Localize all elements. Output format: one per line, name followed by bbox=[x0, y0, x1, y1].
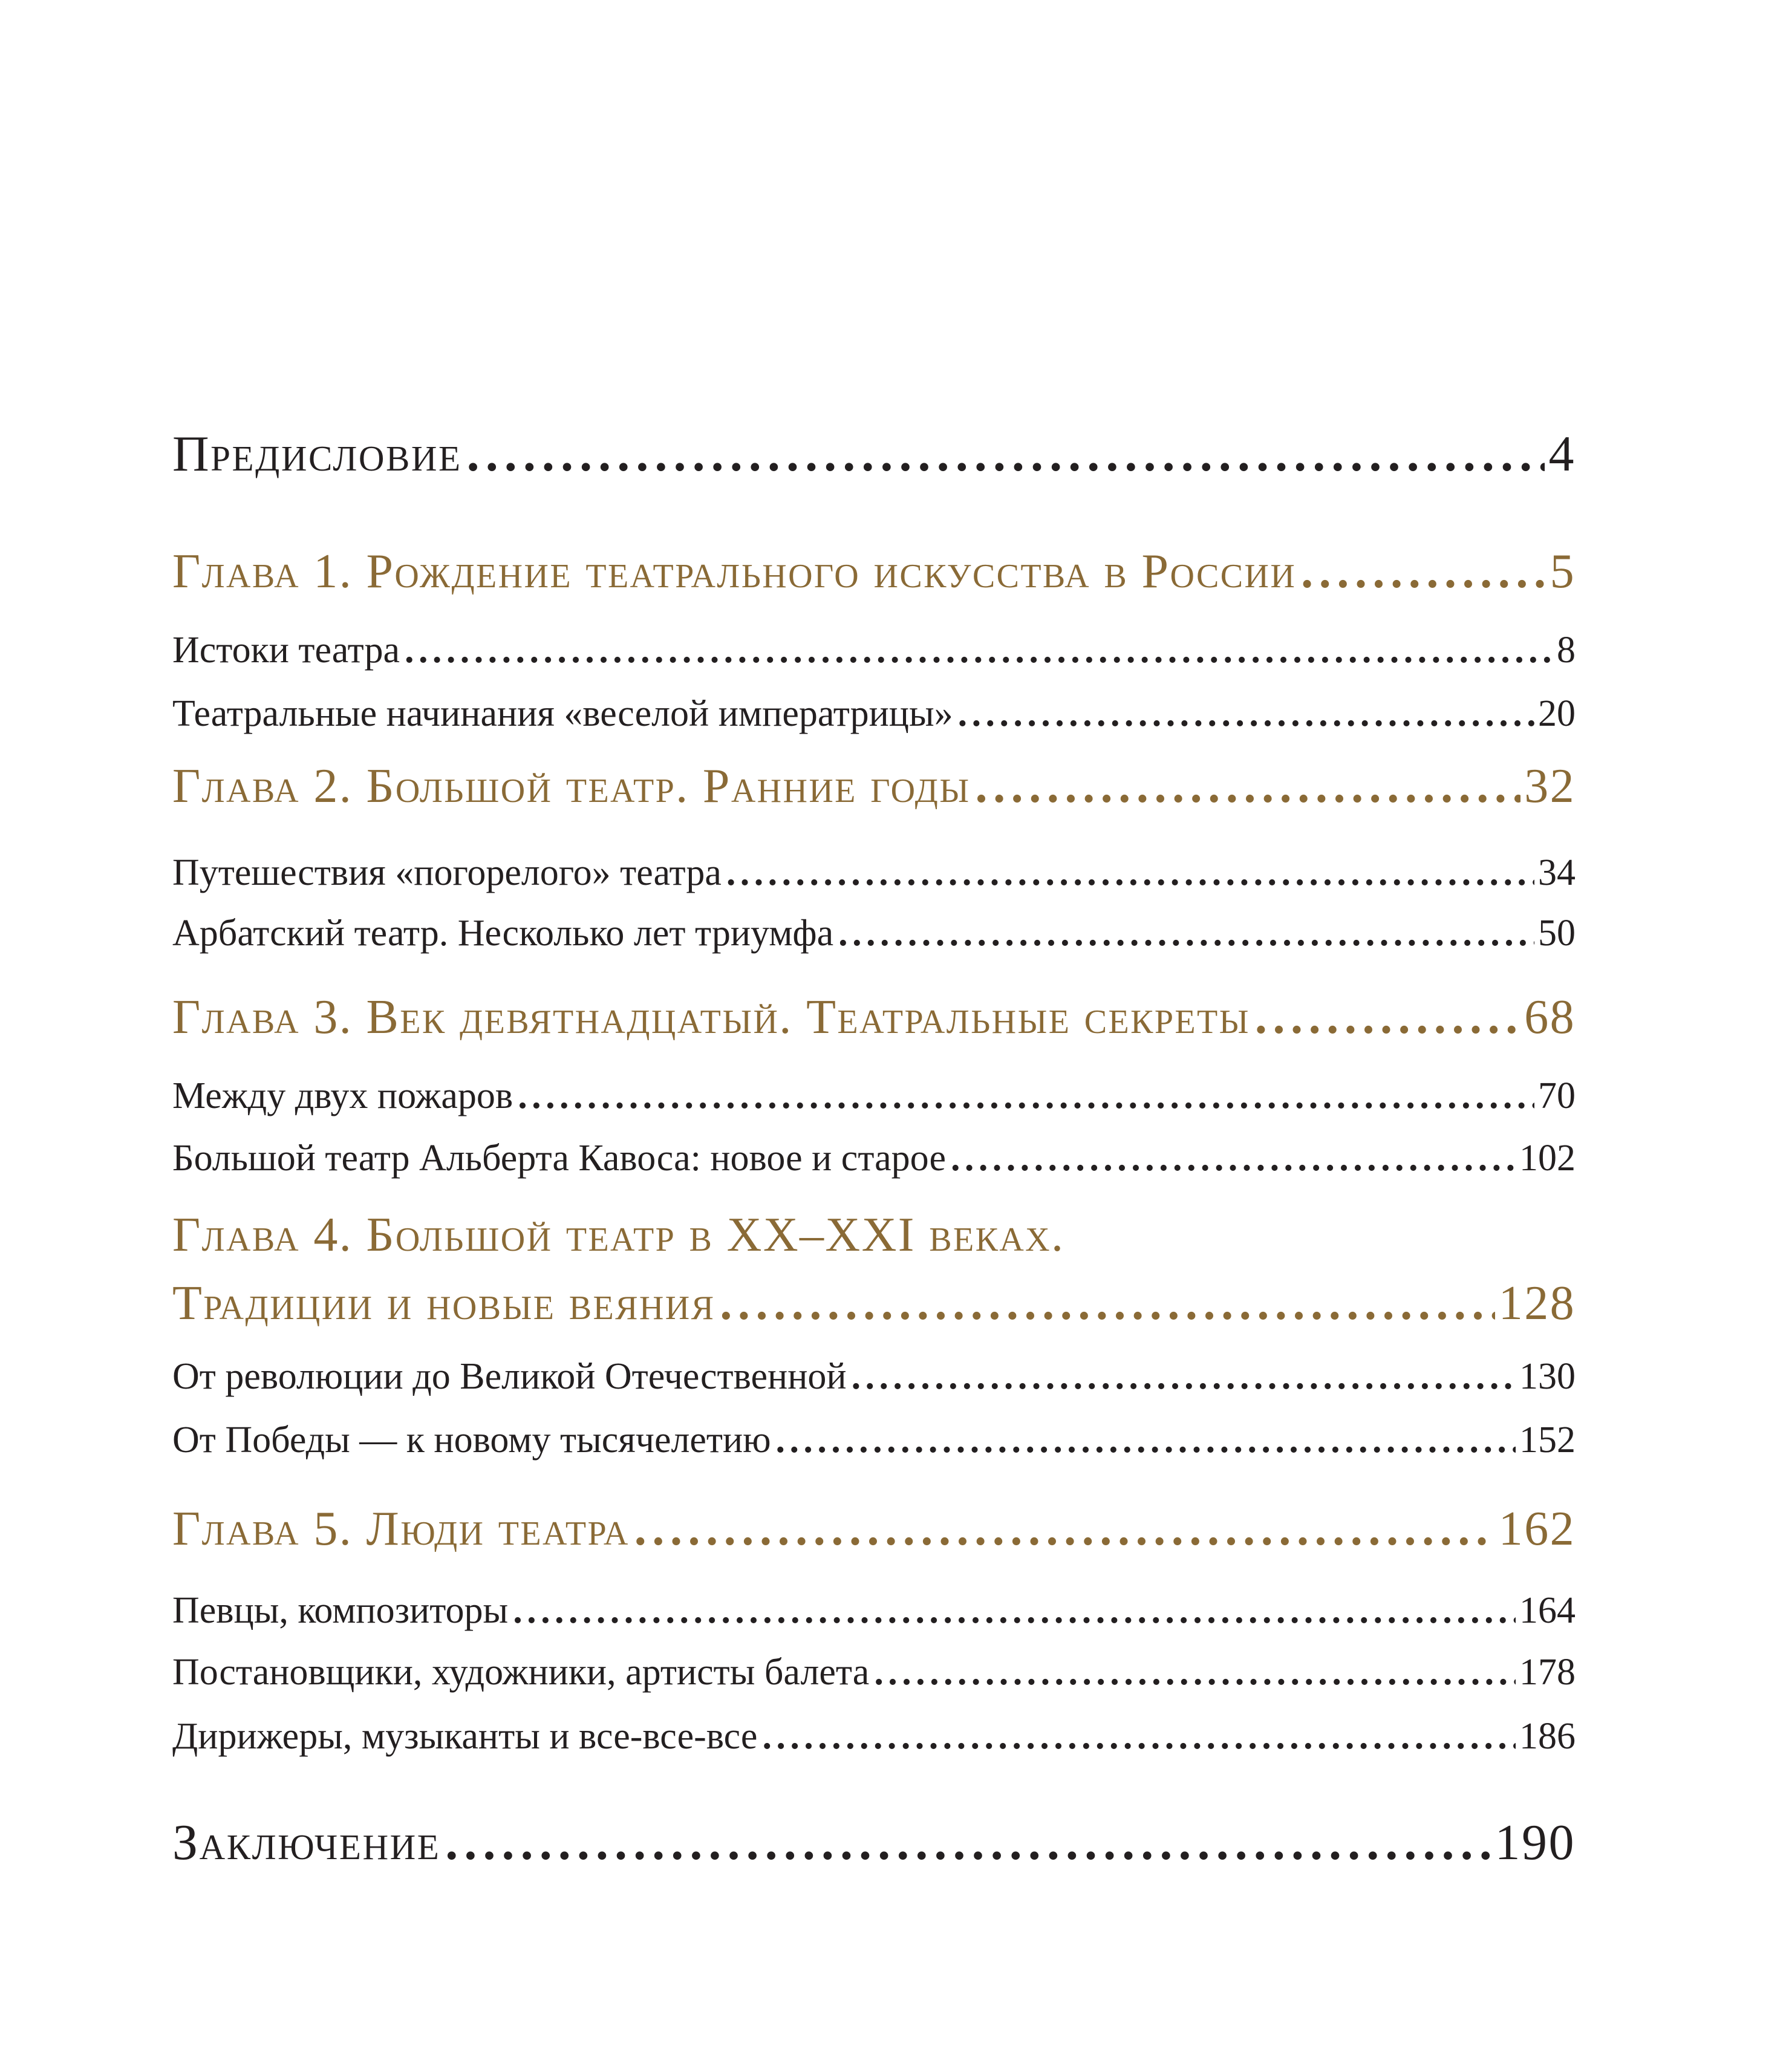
page-number: 4 bbox=[1548, 426, 1576, 482]
dot-leader bbox=[1255, 990, 1520, 1045]
toc-entry-section[interactable] bbox=[172, 1137, 1576, 1180]
page-number: 190 bbox=[1494, 1814, 1576, 1871]
dot-leader bbox=[726, 852, 1534, 894]
toc-entry-chapter-5[interactable] bbox=[172, 1502, 1576, 1557]
section-title: Дирижеры, музыканты и все-все-все bbox=[172, 1716, 758, 1757]
dot-leader bbox=[445, 1813, 1491, 1872]
chapter-title: Глава 1. Рождение театрального искусства в России bbox=[172, 545, 1297, 598]
dot-leader bbox=[852, 1355, 1516, 1398]
toc-entry-preface[interactable] bbox=[172, 425, 1576, 483]
toc-entry-section[interactable] bbox=[172, 1075, 1576, 1118]
section-title: Театральные начинания «веселой императрицы» bbox=[172, 693, 953, 734]
page-number: 130 bbox=[1519, 1356, 1576, 1397]
dot-leader bbox=[951, 1137, 1516, 1180]
toc-entry-chapter-4[interactable] bbox=[172, 1276, 1576, 1331]
entry-title: Заключение bbox=[172, 1814, 441, 1871]
toc-entry-section[interactable] bbox=[172, 852, 1576, 894]
section-title: Постановщики, художники, артисты балета bbox=[172, 1652, 870, 1693]
toc-entry-section[interactable] bbox=[172, 692, 1576, 735]
page-number: 32 bbox=[1524, 760, 1576, 813]
section-title: Арбатский театр. Несколько лет триумфа bbox=[172, 913, 834, 954]
toc-entry-section[interactable] bbox=[172, 1589, 1576, 1632]
chapter-4-title-line1[interactable]: Глава 4. Большой театр в XX–XXI веках. bbox=[172, 1208, 1065, 1262]
page-number: 186 bbox=[1519, 1716, 1576, 1757]
chapter-title: Глава 3. Век девятнадцатый. Театральные секреты bbox=[172, 991, 1250, 1044]
dot-leader bbox=[467, 425, 1545, 483]
page-number: 164 bbox=[1519, 1590, 1576, 1631]
page-number: 128 bbox=[1498, 1277, 1576, 1330]
dot-leader bbox=[405, 629, 1553, 672]
page-number: 8 bbox=[1557, 630, 1576, 671]
toc-entry-section[interactable] bbox=[172, 1651, 1576, 1694]
chapter-title: Глава 5. Люди театра bbox=[172, 1502, 630, 1556]
section-title: Певцы, композиторы bbox=[172, 1590, 509, 1631]
section-title: Большой театр Альберта Кавоса: новое и старое bbox=[172, 1138, 946, 1179]
dot-leader bbox=[958, 692, 1534, 735]
page-number: 34 bbox=[1538, 852, 1576, 893]
dot-leader bbox=[762, 1715, 1516, 1758]
page-number: 20 bbox=[1538, 693, 1576, 734]
toc-entry-section[interactable] bbox=[172, 1419, 1576, 1462]
page-number: 102 bbox=[1519, 1138, 1576, 1179]
toc-entry-chapter-3[interactable] bbox=[172, 990, 1576, 1045]
page-number: 152 bbox=[1519, 1419, 1576, 1461]
page-number: 68 bbox=[1524, 991, 1576, 1044]
page-number: 5 bbox=[1550, 545, 1576, 598]
section-title: Путешествия «погорелого» театра bbox=[172, 852, 722, 893]
page-number: 50 bbox=[1538, 913, 1576, 954]
page-number: 162 bbox=[1498, 1502, 1576, 1556]
chapter-title: Глава 2. Большой театр. Ранние годы bbox=[172, 760, 971, 813]
toc-entry-section[interactable] bbox=[172, 1715, 1576, 1758]
page-number: 70 bbox=[1538, 1075, 1576, 1116]
entry-title: Предисловие bbox=[172, 426, 462, 482]
toc-entry-section[interactable] bbox=[172, 1355, 1576, 1398]
section-title: От Победы — к новому тысячелетию bbox=[172, 1419, 771, 1461]
toc-entry-section[interactable] bbox=[172, 912, 1576, 955]
section-title: От революции до Великой Отечественной bbox=[172, 1356, 847, 1397]
dot-leader bbox=[975, 759, 1520, 814]
page-number: 178 bbox=[1519, 1652, 1576, 1693]
toc-entry-chapter-2[interactable] bbox=[172, 759, 1576, 814]
dot-leader bbox=[838, 912, 1534, 955]
dot-leader bbox=[1301, 544, 1546, 599]
dot-leader bbox=[720, 1276, 1494, 1331]
toc-entry-chapter-1[interactable] bbox=[172, 544, 1576, 599]
dot-leader bbox=[776, 1419, 1516, 1462]
section-title: Истоки театра bbox=[172, 630, 400, 671]
dot-leader bbox=[874, 1651, 1516, 1694]
toc-entry-conclusion[interactable] bbox=[172, 1813, 1576, 1872]
dot-leader bbox=[513, 1589, 1516, 1632]
toc-entry-section[interactable] bbox=[172, 629, 1576, 672]
dot-leader bbox=[518, 1075, 1534, 1118]
dot-leader bbox=[634, 1502, 1495, 1557]
section-title: Между двух пожаров bbox=[172, 1075, 513, 1116]
chapter-title: Традиции и новые веяния bbox=[172, 1277, 715, 1330]
